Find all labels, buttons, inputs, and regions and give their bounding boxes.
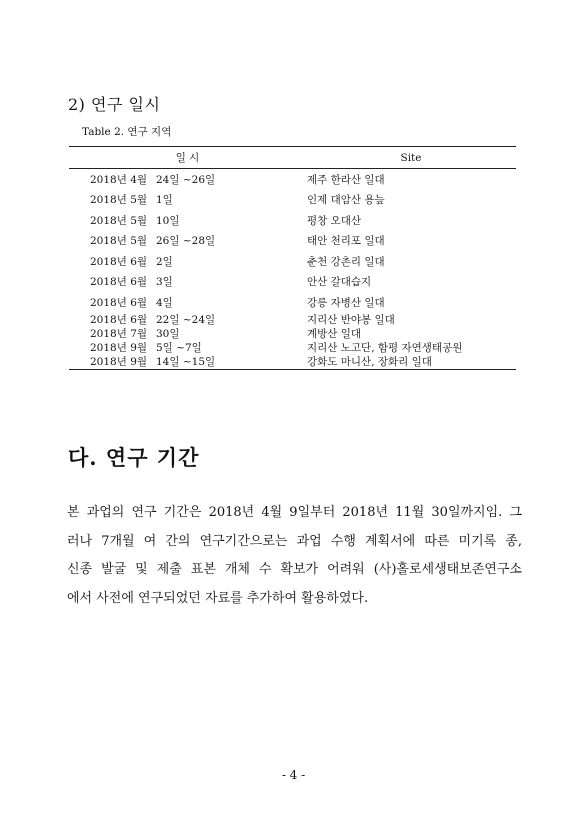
date-cell	[69, 292, 306, 313]
table-row	[69, 231, 516, 252]
table-caption: Table 2. 연구 지역	[82, 126, 172, 138]
date-month: 2018년 5월	[90, 194, 148, 207]
body-line: 본 과업의 연구 기간은 2018년 4월 9일부터 2018년 11월 30일까지임. 그	[67, 505, 522, 520]
table-row	[69, 190, 516, 211]
schedule-table	[69, 146, 516, 370]
site-cell: 인제 대암산 용늪	[307, 194, 385, 207]
date-days: 1일	[156, 194, 173, 207]
date-month: 2018년 6월	[90, 276, 148, 289]
body-line: 신종 발굴 및 제출 표본 개체 수 확보가 어려워 (사)홀로세생태보존연구소	[67, 562, 522, 577]
site-cell: 태안 천리포 일대	[307, 235, 385, 248]
page-number: - 4 -	[281, 768, 306, 782]
date-cell	[69, 341, 306, 355]
table-row	[69, 251, 516, 272]
table-row	[69, 272, 516, 293]
site-cell: 춘천 강촌리 일대	[307, 255, 385, 268]
section-title: 다. 연구 기간	[68, 445, 200, 470]
date-days: 22일 ~24일	[156, 313, 216, 326]
date-month: 2018년 5월	[90, 214, 148, 227]
header-site: Site	[400, 151, 422, 164]
subsection-title: 2) 연구 일시	[68, 95, 161, 114]
date-month: 2018년 5월	[90, 235, 148, 248]
date-days: 26일 ~28일	[156, 235, 216, 248]
date-days: 2일	[156, 255, 173, 268]
date-days: 30일	[156, 327, 180, 340]
date-month: 2018년 6월	[90, 296, 148, 309]
site-cell: 지리산 노고단, 함평 자연생태공원	[307, 341, 463, 354]
date-month: 2018년 6월	[90, 255, 148, 268]
date-cell	[69, 327, 306, 341]
table-row	[69, 210, 516, 231]
site-cell: 평창 오대산	[307, 214, 362, 227]
date-cell	[69, 313, 306, 327]
schedule-table-wrapper	[69, 146, 516, 370]
date-month: 2018년 7월	[90, 327, 148, 340]
table-header-row	[69, 147, 516, 169]
site-cell: 지리산 반야봉 일대	[307, 313, 395, 326]
site-cell: 제주 한라산 일대	[307, 173, 385, 186]
date-month: 2018년 6월	[90, 313, 148, 326]
date-cell	[69, 169, 306, 190]
date-days: 10일	[156, 214, 180, 227]
date-days: 5일 ~7일	[156, 341, 202, 354]
body-line: 러나 7개월 여 간의 연구기간으로는 과업 수행 계획서에 따른 미기록 종,	[67, 533, 522, 549]
date-month: 2018년 4월	[90, 173, 148, 186]
site-cell: 계방산 일대	[307, 327, 362, 340]
date-days: 4일	[156, 296, 173, 309]
table-row	[69, 341, 516, 355]
date-cell	[69, 190, 306, 211]
table-row	[69, 313, 516, 327]
date-month: 2018년 9월	[90, 341, 148, 354]
site-cell: 강릉 자병산 일대	[307, 296, 385, 309]
site-cell: 안산 갈대습지	[307, 276, 372, 289]
site-cell: 강화도 마니산, 장화리 일대	[307, 355, 432, 368]
date-days: 14일 ~15일	[156, 355, 216, 368]
date-cell	[69, 355, 306, 370]
date-month: 2018년 9월	[90, 355, 148, 368]
date-cell	[69, 231, 306, 252]
date-days: 3일	[156, 276, 173, 289]
table-row	[69, 355, 516, 370]
body-paragraph	[67, 499, 522, 613]
table-row	[69, 169, 516, 190]
table-row	[69, 292, 516, 313]
header-date: 일 시	[175, 152, 200, 164]
table-row	[69, 327, 516, 341]
body-line: 에서 사전에 연구되었던 자료를 추가하여 활용하였다.	[67, 590, 369, 606]
date-cell	[69, 210, 306, 231]
date-cell	[69, 251, 306, 272]
date-cell	[69, 272, 306, 293]
table-body	[69, 169, 516, 370]
date-days: 24일 ~26일	[156, 173, 216, 186]
